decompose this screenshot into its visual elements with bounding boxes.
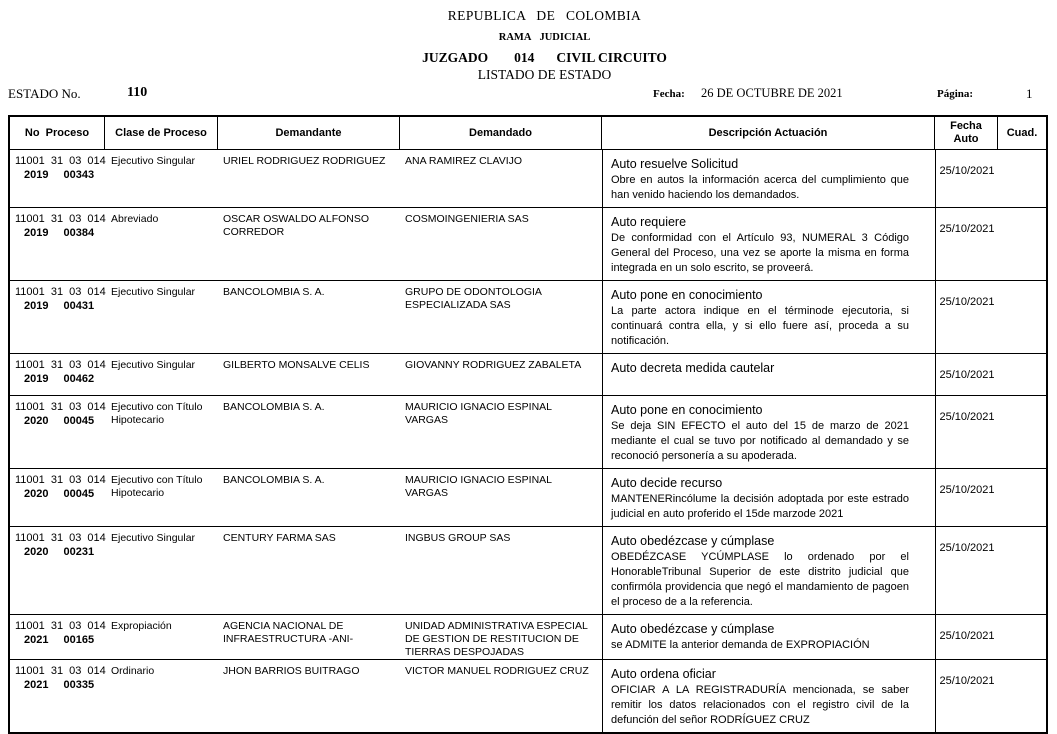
demandante-cell: JHON BARRIOS BUITRAGO (223, 665, 360, 677)
proceso-radicado: 11001 31 03 014 (15, 286, 106, 298)
actuacion-detalle: Obre en autos la información acerca del cumplimiento que han venido haciendo los demandados. (611, 174, 909, 201)
demandado-cell: INGBUS GROUP SAS (405, 532, 511, 544)
actuacion-detalle: OBEDÉZCASE YCÚMPLASE lo ordenado por el HonorableTribunal Superior de este distrito judicial que confirmóla providencia que negó el mandamiento de pagoen el proceso de a la referencia. (611, 551, 909, 608)
actuacion-cell (602, 150, 935, 207)
fecha-auto-cell: 25/10/2021 (935, 354, 998, 395)
table-body (10, 150, 1046, 732)
fecha-auto-cell: 25/10/2021 (935, 615, 998, 659)
cuad-cell (998, 615, 1046, 659)
clase-cell: Ejecutivo con Título Hipotecario (111, 474, 203, 499)
clase-cell: Ejecutivo Singular (111, 359, 196, 371)
proceso-expediente (15, 226, 103, 240)
proceso-radicado: 11001 31 03 014 (15, 359, 106, 371)
demandado-cell: GRUPO DE ODONTOLOGIA ESPECIALIZADA SAS (405, 286, 542, 311)
proceso-expediente (15, 414, 103, 428)
col-header-cuad: Cuad. (1006, 127, 1038, 139)
proceso-radicado: 11001 31 03 014 (15, 474, 106, 486)
demandado-cell: COSMOINGENIERIA SAS (405, 213, 529, 225)
actuacion-cell (602, 396, 935, 468)
estados-table (8, 115, 1048, 734)
proceso-anio: 2020 (24, 415, 49, 427)
proceso-cell (10, 615, 105, 659)
demandante-cell: BANCOLOMBIA S. A. (223, 401, 325, 413)
proceso-expediente (15, 299, 103, 313)
actuacion-detalle: Se deja SIN EFECTO el auto del 15 de marzo de 2021 mediante el cual se tuvo por notificado al demandado y se reconoció personería a su apoderada. (611, 420, 909, 462)
proceso-radicado: 11001 31 03 014 (15, 665, 106, 677)
actuacion-detalle: se ADMITE la anterior demanda de EXPROPIACIÓN (611, 639, 870, 651)
list-title: LISTADO DE ESTADO (477, 67, 612, 82)
actuacion-detalle: De conformidad con el Artículo 93, NUMERAL 3 Código General del Proceso, una vez se aporte la misma en forma integrada en un solo escrito, se proveerá. (611, 232, 909, 274)
court-label: JUZGADO (422, 50, 489, 65)
cuad-cell (998, 208, 1046, 280)
actuacion-detalle: La parte actora indique en el términode ejecutoria, si continuará contra ella, y si ello fuere así, proceda a su notificación. (611, 305, 909, 347)
court-type: CIVIL CIRCUITO (556, 50, 667, 65)
clase-cell: Abreviado (111, 213, 159, 225)
demandado-cell: MAURICIO IGNACIO ESPINAL VARGAS (405, 401, 552, 426)
demandado-cell: VICTOR MANUEL RODRIGUEZ CRUZ (405, 665, 589, 677)
table-header (10, 117, 1046, 150)
pagina-label: Página: (937, 88, 974, 100)
demandante-cell: URIEL RODRIGUEZ RODRIGUEZ (223, 155, 386, 167)
proceso-consecutivo: 00431 (63, 300, 95, 312)
clase-cell: Ordinario (111, 665, 155, 677)
actuacion-titulo: Auto requiere (611, 215, 687, 229)
table-row (10, 527, 1046, 615)
proceso-consecutivo: 00045 (63, 415, 95, 427)
fecha-value: 26 DE OCTUBRE DE 2021 (701, 86, 843, 100)
cuad-cell (998, 469, 1046, 526)
proceso-consecutivo: 00165 (63, 634, 95, 646)
proceso-radicado: 11001 31 03 014 (15, 155, 106, 167)
fecha-auto-cell: 25/10/2021 (935, 396, 998, 468)
actuacion-titulo: Auto obedézcase y cúmplase (611, 534, 775, 548)
proceso-cell (10, 150, 105, 207)
actuacion-cell (602, 615, 935, 659)
proceso-cell (10, 281, 105, 353)
proceso-expediente (15, 545, 103, 559)
table-row (10, 615, 1046, 660)
judicial-branch-title: RAMA JUDICIAL (498, 32, 591, 43)
actuacion-titulo: Auto pone en conocimiento (611, 403, 763, 417)
demandado-cell: GIOVANNY RODRIGUEZ ZABALETA (405, 359, 582, 371)
clase-cell: Ejecutivo con Título Hipotecario (111, 401, 203, 426)
demandante-cell: BANCOLOMBIA S. A. (223, 474, 325, 486)
col-header-clase: Clase de Proceso (105, 117, 218, 149)
pagina-value: 1 (1026, 86, 1033, 101)
fecha-auto-cell: 25/10/2021 (935, 469, 998, 526)
table-row (10, 354, 1046, 396)
fecha-auto-header-line1: Fecha (950, 120, 982, 132)
actuacion-titulo: Auto ordena oficiar (611, 667, 716, 681)
proceso-cell (10, 208, 105, 280)
fecha-auto-cell: 25/10/2021 (935, 208, 998, 280)
actuacion-detalle: MANTENERincólume la decisión adoptada por este estrado judicial en auto proferido el 15de marzode 2021 (611, 493, 909, 520)
col-header-descripcion: Descripción Actuación (602, 117, 935, 149)
fecha-auto-cell: 25/10/2021 (935, 281, 998, 353)
proceso-cell (10, 469, 105, 526)
fecha-auto-cell: 25/10/2021 (935, 660, 998, 732)
actuacion-cell (602, 469, 935, 526)
demandado-cell: MAURICIO IGNACIO ESPINAL VARGAS (405, 474, 552, 499)
proceso-consecutivo: 00384 (63, 227, 95, 239)
fecha-label: Fecha: (653, 88, 685, 100)
proceso-anio: 2019 (24, 300, 49, 312)
demandante-cell: BANCOLOMBIA S. A. (223, 286, 325, 298)
table-row (10, 469, 1046, 527)
clase-cell: Ejecutivo Singular (111, 532, 196, 544)
actuacion-titulo: Auto obedézcase y cúmplase (611, 622, 775, 636)
table-row (10, 281, 1046, 354)
col-header-proceso: No Proceso (10, 117, 105, 149)
proceso-anio: 2020 (24, 546, 49, 558)
actuacion-cell (602, 208, 935, 280)
proceso-radicado: 11001 31 03 014 (15, 213, 106, 225)
clase-cell: Expropiación (111, 620, 172, 632)
actuacion-cell (602, 281, 935, 353)
proceso-consecutivo: 00045 (63, 488, 95, 500)
country-title: REPUBLICA DE COLOMBIA (447, 8, 642, 23)
fecha-auto-cell: 25/10/2021 (935, 527, 998, 614)
col-header-demandante: Demandante (218, 117, 400, 149)
actuacion-cell (602, 527, 935, 614)
proceso-cell (10, 527, 105, 614)
proceso-consecutivo: 00343 (63, 169, 95, 181)
proceso-anio: 2020 (24, 488, 49, 500)
proceso-expediente (15, 487, 103, 501)
cuad-cell (998, 281, 1046, 353)
cuad-cell (998, 354, 1046, 395)
estado-number: 110 (127, 85, 148, 100)
proceso-consecutivo: 00462 (63, 373, 95, 385)
demandante-cell: GILBERTO MONSALVE CELIS (223, 359, 370, 371)
clase-cell: Ejecutivo Singular (111, 155, 196, 167)
table-row (10, 150, 1046, 208)
court-title (16, 50, 1057, 66)
actuacion-titulo: Auto decide recurso (611, 476, 723, 490)
proceso-expediente (15, 372, 103, 386)
demandado-cell: UNIDAD ADMINISTRATIVA ESPECIAL DE GESTION DE RESTITUCION DE TIERRAS DESPOJADAS (405, 620, 588, 658)
demandado-cell: ANA RAMIREZ CLAVIJO (405, 155, 523, 167)
proceso-anio: 2021 (24, 679, 49, 691)
actuacion-titulo: Auto decreta medida cautelar (611, 361, 775, 375)
proceso-radicado: 11001 31 03 014 (15, 532, 106, 544)
col-header-demandado: Demandado (400, 117, 602, 149)
demandante-cell: AGENCIA NACIONAL DE INFRAESTRUCTURA -ANI- (223, 620, 354, 645)
proceso-radicado: 11001 31 03 014 (15, 401, 106, 413)
actuacion-titulo: Auto pone en conocimiento (611, 288, 763, 302)
cuad-cell (998, 396, 1046, 468)
proceso-anio: 2021 (24, 634, 49, 646)
actuacion-detalle: OFICIAR A LA REGISTRADURÍA mencionada, se saber remitir los datos relacionados con el registro civil de la defunción del señor RODRÍGUEZ CRUZ (611, 684, 909, 726)
demandante-cell: OSCAR OSWALDO ALFONSO CORREDOR (223, 213, 370, 238)
proceso-anio: 2019 (24, 169, 49, 181)
cuad-cell (998, 527, 1046, 614)
cuad-cell (998, 150, 1046, 207)
proceso-anio: 2019 (24, 373, 49, 385)
col-header-fecha-auto (935, 117, 998, 149)
demandante-cell: CENTURY FARMA SAS (223, 532, 336, 544)
proceso-expediente (15, 168, 103, 182)
actuacion-cell (602, 354, 935, 395)
clase-cell: Ejecutivo Singular (111, 286, 196, 298)
fecha-auto-cell: 25/10/2021 (935, 150, 998, 207)
table-row (10, 396, 1046, 469)
court-number: 014 (514, 50, 535, 65)
proceso-cell (10, 396, 105, 468)
cuad-cell (998, 660, 1046, 732)
estado-label: ESTADO No. (8, 86, 81, 101)
proceso-cell (10, 660, 105, 732)
proceso-radicado: 11001 31 03 014 (15, 620, 106, 632)
proceso-expediente (15, 678, 103, 692)
table-row (10, 208, 1046, 281)
actuacion-cell (602, 660, 935, 732)
proceso-consecutivo: 00231 (63, 546, 95, 558)
proceso-cell (10, 354, 105, 395)
fecha-auto-header-line2: Auto (953, 133, 979, 145)
proceso-anio: 2019 (24, 227, 49, 239)
proceso-consecutivo: 00335 (63, 679, 95, 691)
table-row (10, 660, 1046, 732)
document-header (16, 8, 1057, 83)
proceso-expediente (15, 633, 103, 647)
actuacion-titulo: Auto resuelve Solicitud (611, 157, 739, 171)
